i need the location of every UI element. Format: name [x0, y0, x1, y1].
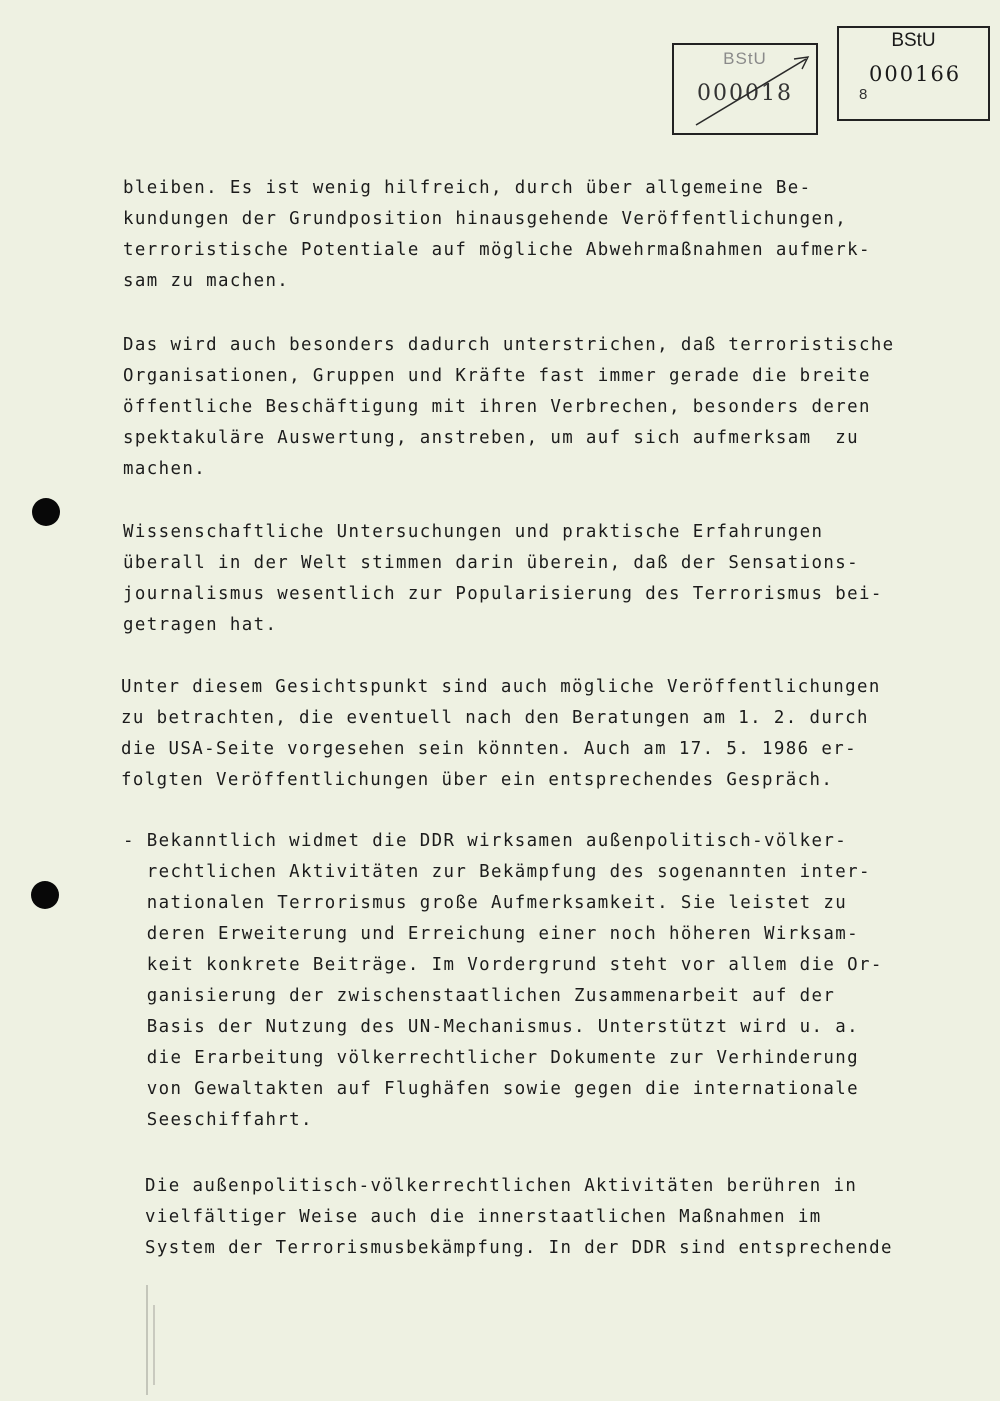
text-line: System der Terrorismusbekämpfung. In der DDR sind entsprechende — [145, 1238, 893, 1258]
text-line: öffentliche Beschäftigung mit ihren Verbrechen, besonders deren — [123, 397, 871, 417]
paragraph-6 — [145, 1171, 893, 1264]
text-line: spektakuläre Auswertung, anstreben, um auf sich aufmerksam zu — [123, 428, 859, 448]
text-line: terroristische Potentiale auf mögliche Abwehrmaßnahmen aufmerk- — [123, 240, 871, 260]
text-line: bleiben. Es ist wenig hilfreich, durch über allgemeine Be- — [123, 178, 812, 198]
text-line: kundungen der Grundposition hinausgehende Veröffentlichungen, — [123, 209, 848, 229]
strike-through-mark — [674, 45, 820, 137]
text-line: keit konkrete Beiträge. Im Vordergrund steht vor allem die Or- — [123, 955, 883, 975]
text-line: ganisierung der zwischenstaatlichen Zusammenarbeit auf der — [123, 986, 836, 1006]
text-line: rechtlichen Aktivitäten zur Bekämpfung des sogenannten inter- — [123, 862, 871, 882]
stamp-current-label: BStU — [891, 30, 936, 51]
archive-stamp-old — [672, 43, 818, 135]
paragraph-3 — [123, 517, 883, 641]
text-line: die USA-Seite vorgesehen sein könnten. Auch am 17. 5. 1986 er- — [121, 739, 857, 759]
text-line: Basis der Nutzung des UN-Mechanismus. Unterstützt wird u. a. — [123, 1017, 859, 1037]
punch-hole-top — [32, 498, 60, 526]
text-line: Wissenschaftliche Untersuchungen und praktische Erfahrungen — [123, 522, 824, 542]
text-line: die Erarbeitung völkerrechtlicher Dokumente zur Verhinderung — [123, 1048, 859, 1068]
text-line: deren Erweiterung und Erreichung einer noch höheren Wirksam- — [123, 924, 859, 944]
stamp-old-number: 000018 — [697, 81, 793, 106]
text-line: nationalen Terrorismus große Aufmerksamkeit. Sie leistet zu — [123, 893, 848, 913]
text-line: folgten Veröffentlichungen über ein entsprechendes Gespräch. — [121, 770, 834, 790]
text-line: getragen hat. — [123, 615, 278, 635]
text-line: überall in der Welt stimmen darin überein, daß der Sensations- — [123, 553, 859, 573]
text-line: Das wird auch besonders dadurch unterstrichen, daß terroristische — [123, 335, 895, 355]
text-line: sam zu machen. — [123, 271, 290, 291]
text-line: zu betrachten, die eventuell nach den Beratungen am 1. 2. durch — [121, 708, 869, 728]
paragraph-5-bullet — [123, 826, 883, 1136]
paragraph-1 — [123, 173, 871, 297]
paragraph-2 — [123, 330, 895, 485]
text-line: Seeschiffahrt. — [123, 1110, 313, 1130]
punch-hole-bottom — [31, 881, 59, 909]
text-line: - Bekanntlich widmet die DDR wirksamen außenpolitisch-völker- — [123, 831, 848, 851]
text-line: Organisationen, Gruppen und Kräfte fast immer gerade die breite — [123, 366, 871, 386]
stamp-old-label: BStU — [723, 49, 767, 68]
text-line: journalismus wesentlich zur Popularisierung des Terrorismus bei- — [123, 584, 883, 604]
text-line: vielfältiger Weise auch die innerstaatlichen Maßnahmen im — [145, 1207, 822, 1227]
text-line: Die außenpolitisch-völkerrechtlichen Aktivitäten berühren in — [145, 1176, 858, 1196]
scan-artifact-lines — [145, 1285, 159, 1395]
stamp-current-number: 000166 — [869, 62, 962, 86]
paragraph-4 — [121, 672, 881, 796]
text-line: von Gewaltakten auf Flughäfen sowie gegen die internationale — [123, 1079, 859, 1099]
archive-stamp-current — [837, 26, 990, 121]
text-line: Unter diesem Gesichtspunkt sind auch mögliche Veröffentlichungen — [121, 677, 881, 697]
text-line: machen. — [123, 459, 207, 479]
stamp-current-sub: 8 — [859, 86, 868, 103]
